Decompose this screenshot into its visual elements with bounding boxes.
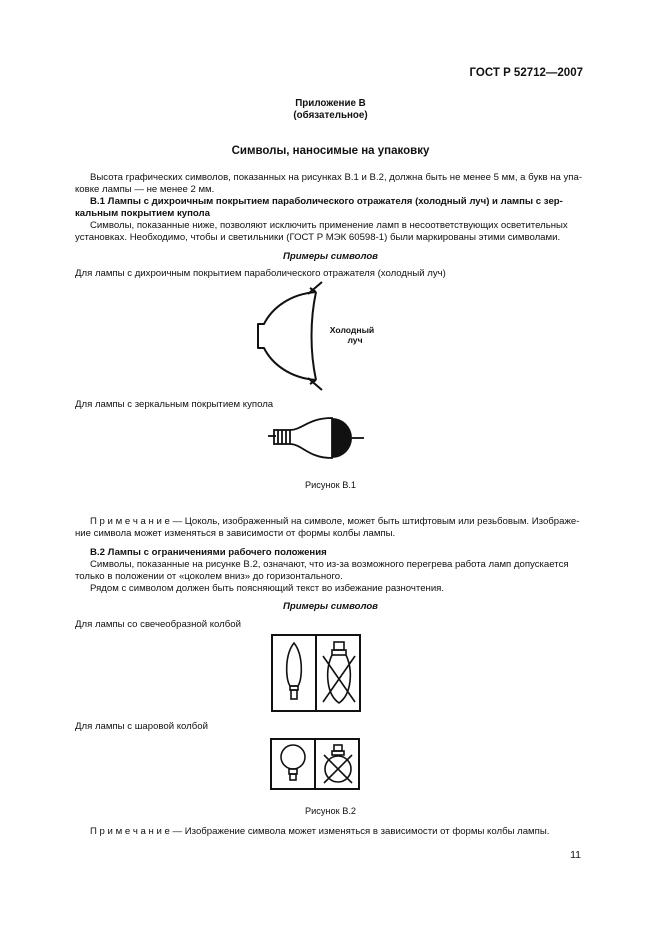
- page-title: Символы, наносимые на упаковку: [231, 145, 430, 157]
- cold-beam-label: [327, 325, 377, 345]
- note-b1-label: П р и м е ч а н и е: [90, 516, 170, 527]
- figure-caption-b2: Рисунок В.2: [305, 806, 356, 816]
- document-code: ГОСТ Р 52712—2007: [469, 67, 583, 79]
- intro-line-1: Высота графических символов, показанных на рисунках В.1 и В.2, должна быть не менее 5 мм, а букв на упа-: [90, 172, 583, 183]
- caption-dichroic: Для лампы с дихроичным покрытием параболического отражателя (холодный луч): [75, 268, 446, 279]
- section-b2-text-1: Символы, показанные на рисунке В.2, означают, что из-за возможного перегрева работа ламп допускается: [90, 559, 569, 570]
- note-b1-text-1: — Цоколь, изображенный на символе, может быть штифтовым или резьбовым. Изображе-: [169, 516, 580, 527]
- figure-caption-b1: Рисунок В.1: [305, 480, 356, 490]
- note-b2-label: П р и м е ч а н и е: [90, 826, 170, 837]
- note-b2-text: — Изображение символа может изменяться в зависимости от формы колбы лампы.: [169, 826, 550, 837]
- mirror-dome-lamp-symbol: [268, 414, 364, 462]
- ball-bulb-symbol: [270, 738, 360, 790]
- section-b2-text-3: Рядом с символом должен быть поясняющий текст во избежание разночтения.: [90, 583, 445, 594]
- note-b1-line-2: ние символа может изменяться в зависимости от формы колбы лампы.: [75, 528, 396, 539]
- note-b2: [90, 825, 549, 838]
- section-b1-text-1: Символы, показанные ниже, позволяют исключить применение ламп в несоответствующих осветительных: [90, 220, 568, 231]
- section-b1-heading-1: В.1 Лампы с дихроичным покрытием параболического отражателя (холодный луч) и лампы с зер-: [90, 196, 563, 207]
- section-b1-heading-2: кальным покрытием купола: [75, 208, 210, 219]
- caption-mirror: Для лампы с зеркальным покрытием купола: [75, 399, 274, 410]
- section-b2-text-2: только в положении от «цоколем вниз» до горизонтального.: [75, 571, 343, 582]
- appendix-status: (обязательное): [293, 110, 368, 121]
- section-b1-text-2: установках. Необходимо, чтобы и светильники (ГОСТ Р МЭК 60598-1) были маркированы этими символами.: [75, 232, 561, 243]
- section-b2-heading: В.2 Лампы с ограничениями рабочего положения: [90, 547, 327, 558]
- cold-beam-label-1: Холодный: [329, 325, 375, 335]
- examples-title-b1: Примеры символов: [283, 251, 378, 262]
- caption-candle: Для лампы со свечеобразной колбой: [75, 619, 241, 630]
- examples-title-b2: Примеры символов: [283, 601, 378, 612]
- page-number: 11: [570, 849, 581, 861]
- candle-bulb-symbol: [271, 634, 361, 712]
- caption-ball: Для лампы с шаровой колбой: [75, 721, 208, 732]
- intro-line-2: ковке лампы — не менее 2 мм.: [75, 184, 215, 195]
- appendix-title: Приложение В: [295, 98, 366, 109]
- cold-beam-label-2: луч: [347, 335, 363, 345]
